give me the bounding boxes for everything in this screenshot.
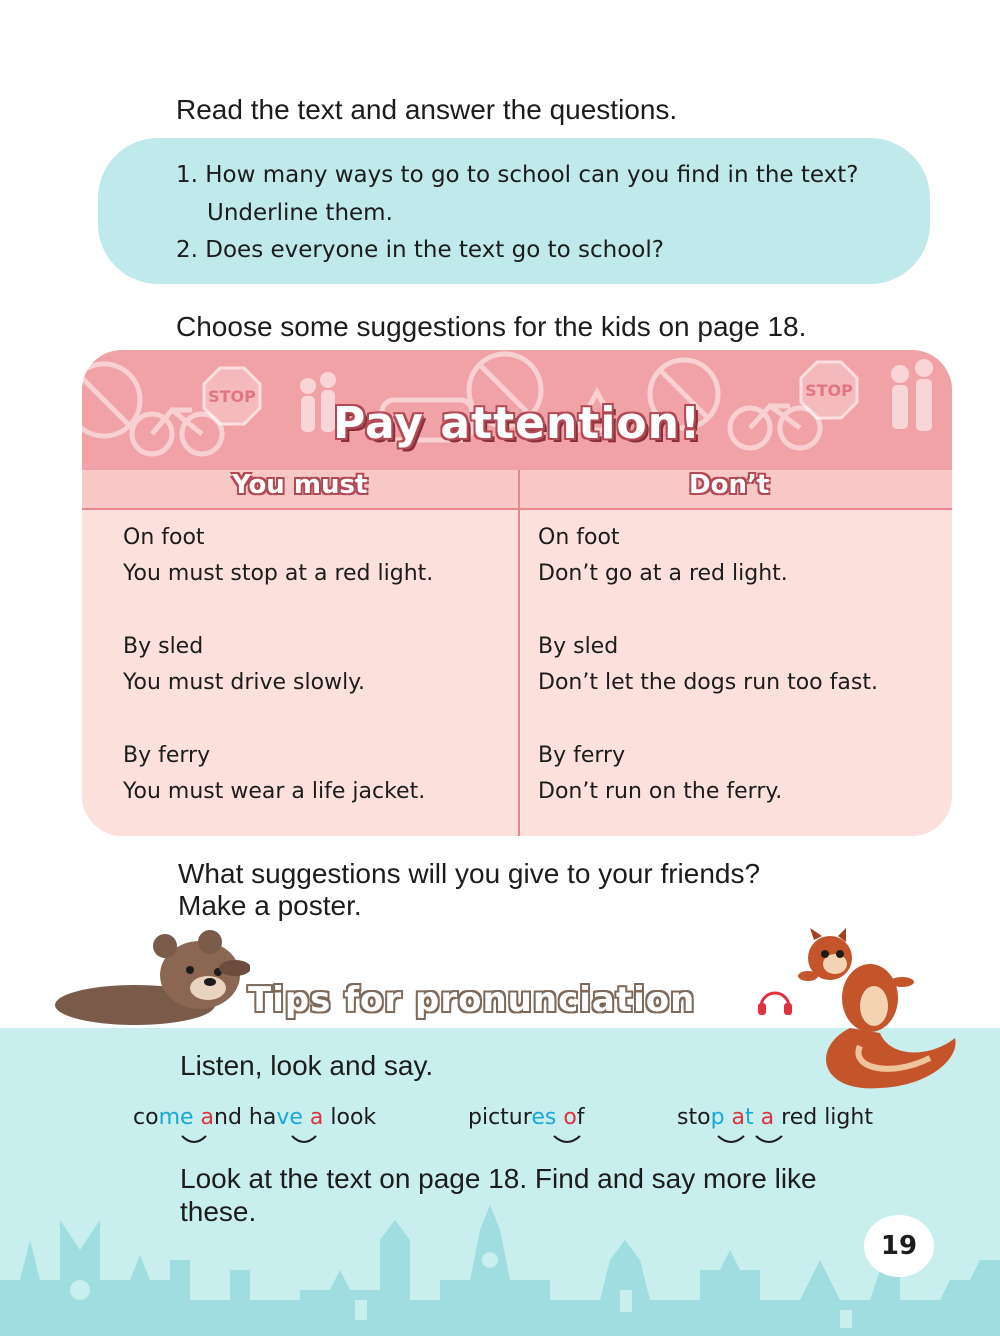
phrase-part: sto [677,1105,711,1130]
instruction-choose: Choose some suggestions for the kids on page 18. [176,311,807,342]
linked-sound: me [158,1105,194,1130]
link-arcs-phrase2 [552,1134,592,1148]
linked-sound: ve [276,1105,303,1130]
instruction-look [180,1162,817,1228]
page-number: 19 [864,1215,934,1277]
rule-text: Don’t run on the ferry. [538,779,783,804]
row-heading: By ferry [538,743,626,768]
rule-text: You must stop at a red light. [123,561,434,586]
headphones-icon[interactable] [755,983,795,1019]
row-by-sled-must [123,629,365,701]
row-heading: By ferry [123,743,211,768]
row-on-foot-dont [538,520,788,592]
phrase-space [194,1105,201,1130]
instruction-listen: Listen, look and say. [180,1050,434,1081]
instruction-look-line2: these. [180,1196,257,1227]
row-by-sled-dont [538,629,878,701]
row-heading: On foot [123,525,205,550]
row-heading: By sled [123,634,204,659]
row-by-ferry-must [123,738,425,810]
linked-sound: p [710,1105,725,1130]
instruction-friends [178,858,760,922]
instruction-look-line1: Look at the text on page 18. Find and say more like [180,1163,817,1194]
linked-sound: a [760,1105,775,1130]
column-must-label: You must [232,470,368,500]
rule-text: You must drive slowly. [123,670,366,695]
phrase-part: look [323,1105,377,1130]
question-1-continued: Underline them. [207,200,393,226]
phrase-part: co [133,1105,159,1130]
phrase-space [303,1105,310,1130]
phrase-part: f [576,1105,585,1130]
rule-text: You must wear a life jacket. [123,779,426,804]
column-dont-label: Don’t [689,470,770,500]
linked-sound: o [563,1105,577,1130]
linked-sound: a [309,1105,324,1130]
instruction-read: Read the text and answer the questions. [176,94,678,125]
column-header-row [82,470,952,510]
link-arcs-phrase1 [180,1134,330,1148]
row-by-ferry-dont [538,738,782,810]
table-title: Pay attention! [332,398,702,449]
stop-sign-text: STOP [208,387,256,406]
phrase-stop-at-a-red-light [677,1105,873,1130]
linked-sound: a [200,1105,215,1130]
bear-icon [50,930,250,1030]
table-header [82,350,952,470]
phrase-come-and-have-a-look [133,1105,376,1130]
linked-sound: es [531,1105,557,1130]
squirrel-icon [790,928,965,1098]
row-on-foot-must [123,520,433,592]
phrase-part: red light [774,1105,873,1130]
row-heading: By sled [538,634,619,659]
phrase-part: nd ha [214,1105,277,1130]
question-2: 2. Does everyone in the text go to school? [176,237,664,263]
phrase-pictures-of [468,1105,585,1130]
row-heading: On foot [538,525,620,550]
link-arcs-phrase3 [716,1134,796,1148]
phrase-space [754,1105,761,1130]
linked-sound: t [745,1105,754,1130]
rule-text: Don’t let the dogs run too fast. [538,670,878,695]
phrase-part: pictur [468,1105,532,1130]
question-1: 1. How many ways to go to school can you find in the text? [176,162,859,188]
instruction-friends-line1: What suggestions will you give to your friends? [178,858,761,889]
linked-sound: a [731,1105,746,1130]
phrase-space [725,1105,732,1130]
instruction-friends-line2: Make a poster. [178,890,362,921]
tips-title: Tips for pronunciation [248,980,696,1020]
stop-sign-text-2: STOP [805,381,853,400]
rule-text: Don’t go at a red light. [538,561,788,586]
pay-attention-table [82,350,952,836]
column-divider [518,470,520,836]
